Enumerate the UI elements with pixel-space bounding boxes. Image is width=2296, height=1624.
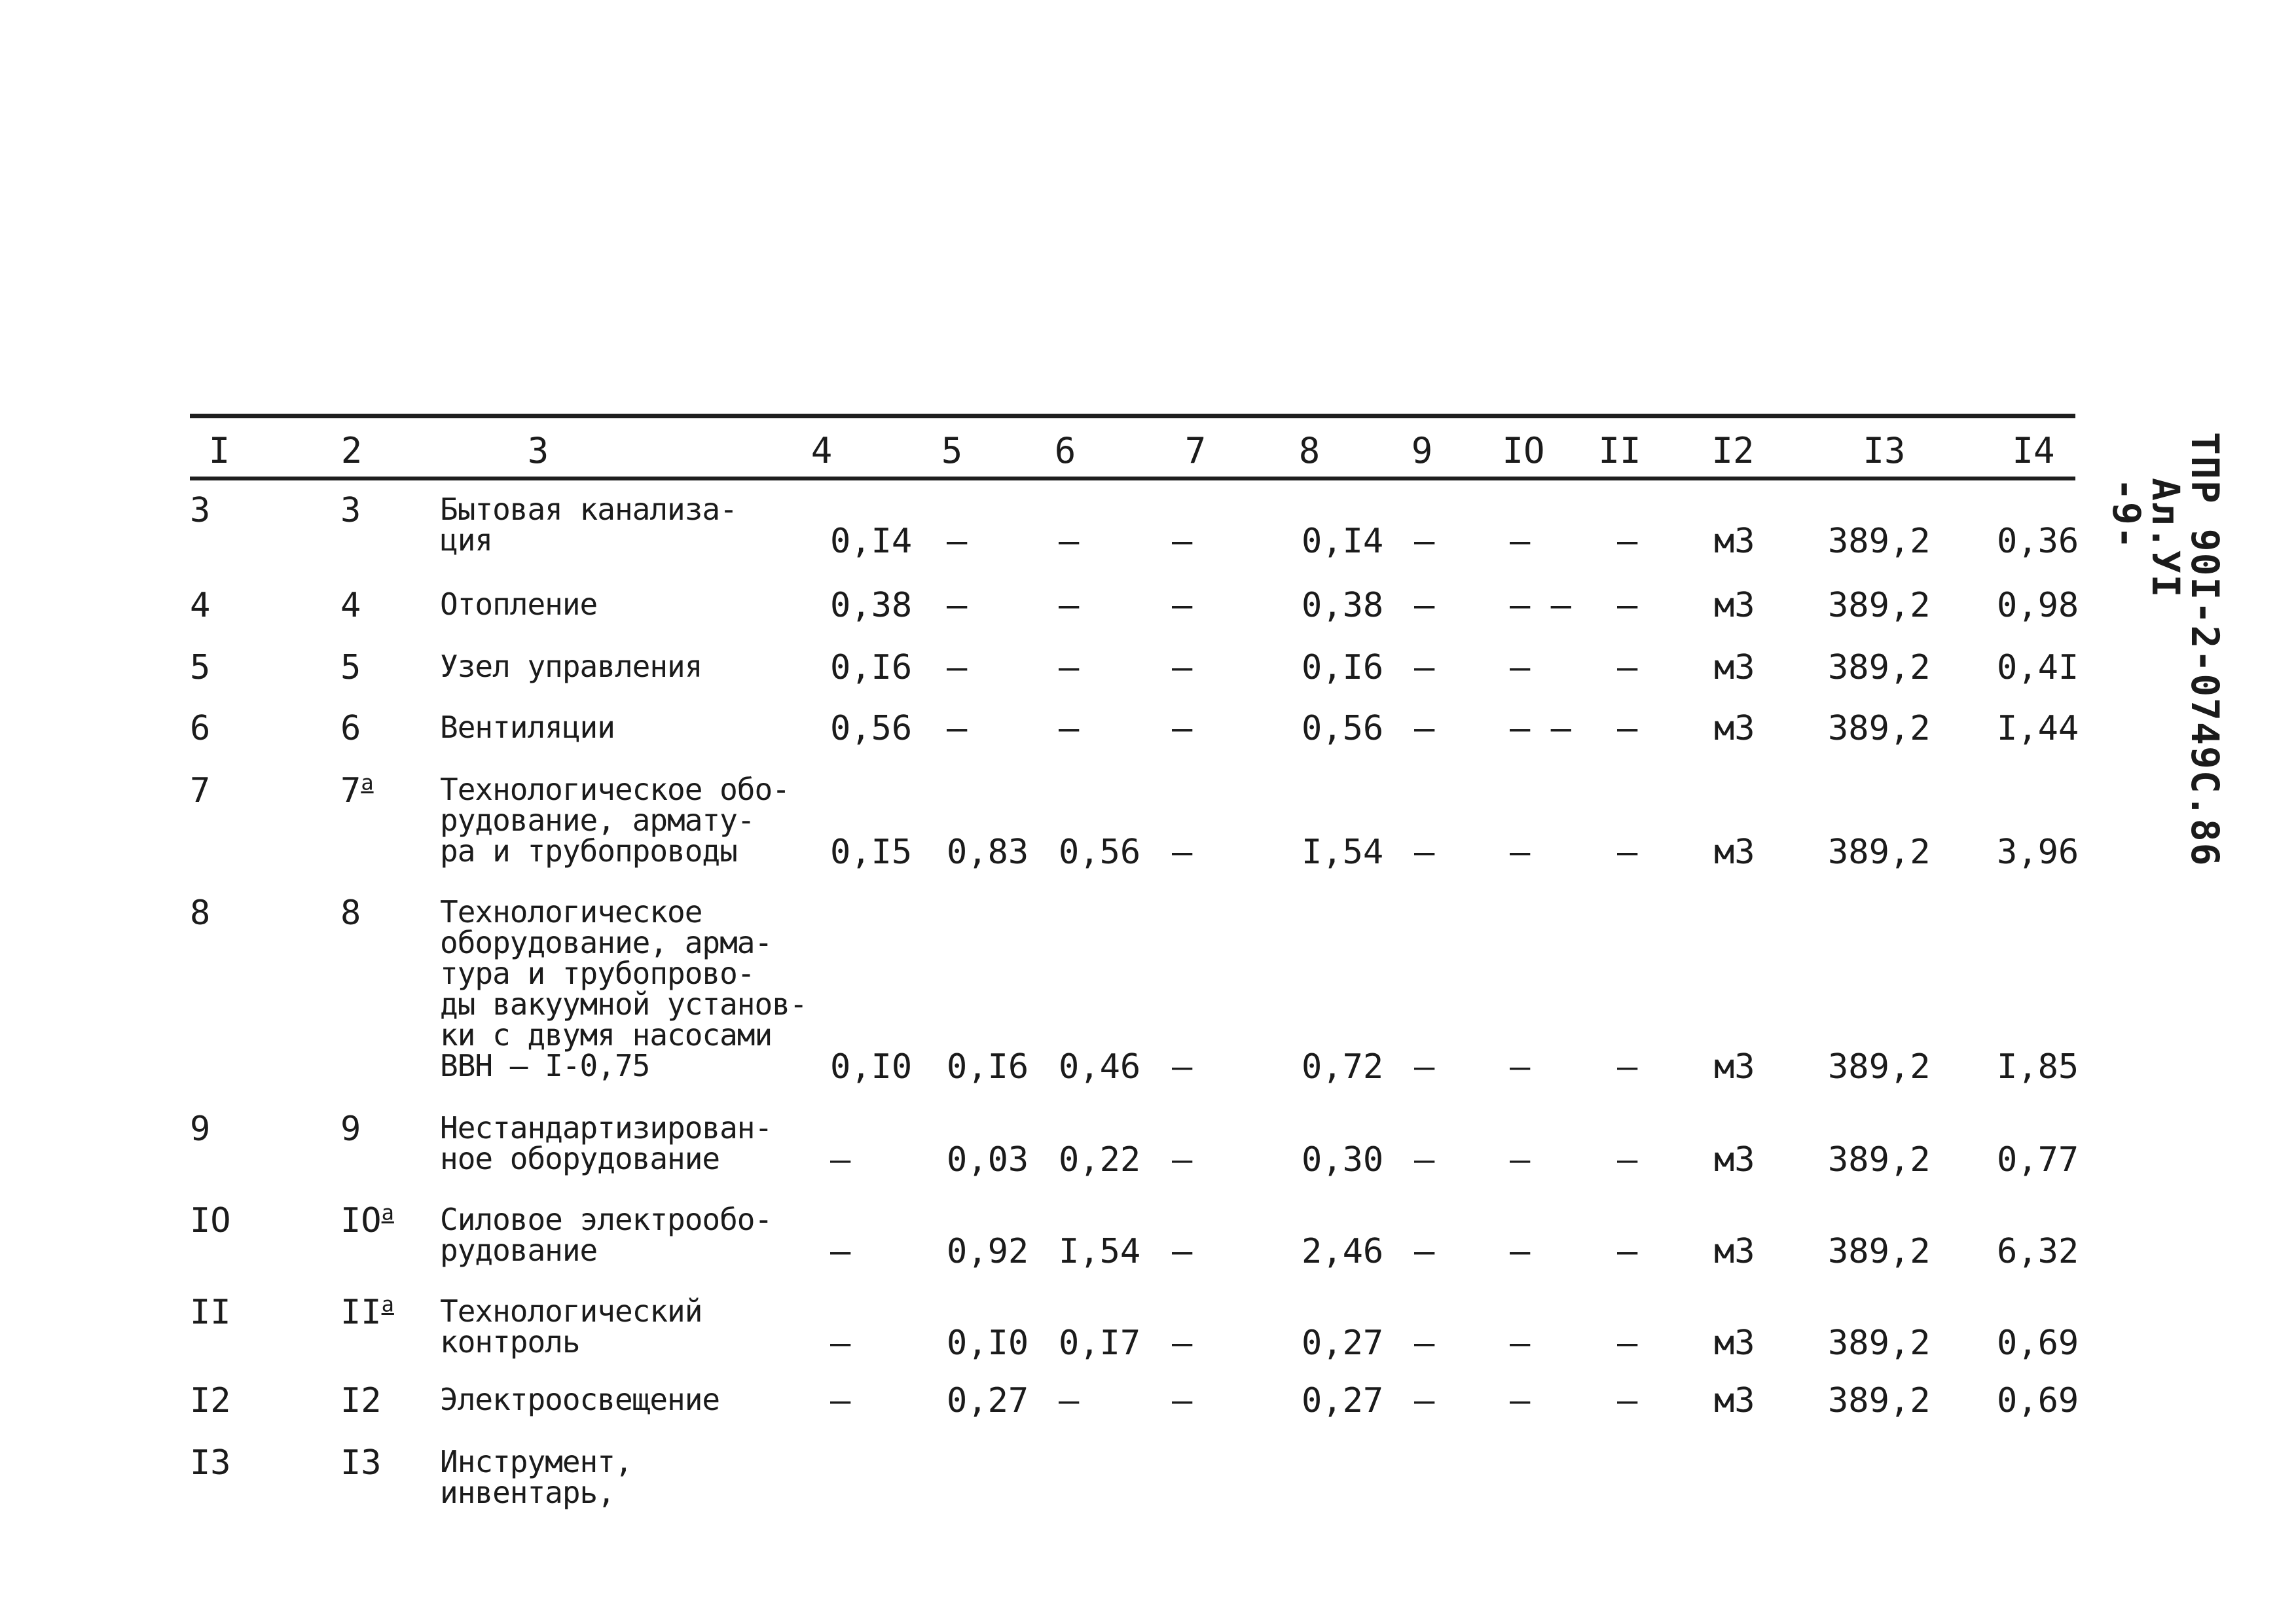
cell-c9: –: [1414, 1140, 1435, 1180]
column-header-4: 4: [811, 430, 833, 471]
cell-c12: м3: [1714, 833, 1755, 872]
cell-c13: 389,2: [1828, 709, 1931, 748]
cell-c2-text: 8: [340, 893, 361, 933]
cell-c6: –: [1059, 586, 1080, 625]
cell-description: Бытовая канализа- ция: [440, 492, 737, 558]
cell-description: Силовое электрообо- рудование: [440, 1202, 773, 1268]
cell-c2: [340, 586, 361, 625]
side-album: Ал.УI: [2143, 478, 2188, 599]
cell-c8: 0,72: [1302, 1047, 1384, 1087]
cell-c14: 3,96: [1997, 833, 2079, 872]
cell-c1: 7: [190, 771, 211, 810]
cell-c8: 0,38: [1302, 586, 1384, 625]
column-header-5: 5: [941, 430, 963, 471]
cell-c4: 0,I0: [830, 1047, 913, 1087]
cell-c2-text: 6: [340, 709, 361, 748]
cell-c14: 0,77: [1997, 1140, 2079, 1180]
cell-c8: 0,56: [1302, 709, 1384, 748]
cell-c5: 0,27: [947, 1381, 1029, 1420]
cell-c4: 0,I4: [830, 522, 913, 561]
cell-c11: –: [1617, 1047, 1638, 1087]
cell-c8: 2,46: [1302, 1232, 1384, 1271]
cell-c11: –: [1617, 648, 1638, 687]
cell-c11: –: [1617, 709, 1638, 748]
cell-c12: м3: [1714, 1381, 1755, 1420]
cell-c9: –: [1414, 1047, 1435, 1087]
cell-c1: I2: [190, 1381, 231, 1420]
cell-c14: 6,32: [1997, 1232, 2079, 1271]
side-stamp: [2104, 432, 2227, 867]
cell-c7: –: [1172, 1047, 1193, 1087]
cell-c5: 0,83: [947, 833, 1029, 872]
cell-c12: м3: [1714, 586, 1755, 625]
column-header-14: I4: [2012, 430, 2055, 471]
cell-c14: 0,69: [1997, 1381, 2079, 1420]
cell-c11: –: [1617, 833, 1638, 872]
cell-c13: 389,2: [1828, 1140, 1931, 1180]
cell-c4: –: [830, 1140, 851, 1180]
cell-c9: –: [1414, 522, 1435, 561]
cell-c6: 0,46: [1059, 1047, 1141, 1087]
cell-c11: –: [1617, 1140, 1638, 1180]
cell-description: Электроосвещение: [440, 1382, 720, 1417]
header-bottom-rule: [190, 477, 2075, 480]
cell-c9: –: [1414, 709, 1435, 748]
cell-c7: –: [1172, 1324, 1193, 1363]
cell-c7: –: [1172, 586, 1193, 625]
cell-c2: [340, 491, 361, 530]
cell-c9: –: [1414, 1232, 1435, 1271]
cell-c9: –: [1414, 1381, 1435, 1420]
cell-c2: [340, 893, 361, 933]
cell-c13: 389,2: [1828, 1381, 1931, 1420]
cell-c5: –: [947, 709, 968, 748]
cell-c7: –: [1172, 648, 1193, 687]
cell-c2: [340, 1291, 394, 1332]
cell-c4: 0,I6: [830, 648, 913, 687]
cell-c7: –: [1172, 522, 1193, 561]
cell-c2: [340, 709, 361, 748]
cell-c10: –: [1510, 522, 1531, 561]
cell-c8: 0,30: [1302, 1140, 1384, 1180]
cell-c13: 389,2: [1828, 1232, 1931, 1271]
cell-c13: 389,2: [1828, 522, 1931, 561]
cell-c8: 0,I4: [1302, 522, 1384, 561]
cell-c10: –: [1510, 1381, 1531, 1420]
cell-c12: м3: [1714, 522, 1755, 561]
cell-c14: 0,36: [1997, 522, 2079, 561]
cell-c1: 4: [190, 586, 211, 625]
column-header-8: 8: [1298, 430, 1321, 471]
cell-c14: 0,98: [1997, 586, 2079, 625]
cell-c1: 5: [190, 648, 211, 687]
cell-c2-text: 4: [340, 586, 361, 625]
cell-c12: м3: [1714, 648, 1755, 687]
cell-c2-text: II: [340, 1293, 382, 1332]
cell-c1: 8: [190, 893, 211, 933]
cell-description: Технологическое оборудование, арма- тура и трубопрово- ды вакуумной установ- ки с двумя насосами ВВН – I-0,75: [440, 894, 807, 1083]
cell-c13: 389,2: [1828, 648, 1931, 687]
column-header-6: 6: [1054, 430, 1076, 471]
cell-c14: I,85: [1997, 1047, 2079, 1087]
cell-c8: I,54: [1302, 833, 1384, 872]
cell-c2: [340, 1200, 394, 1240]
cell-c8: 0,27: [1302, 1381, 1384, 1420]
cell-c11: –: [1617, 586, 1638, 625]
column-header-10: IO: [1502, 430, 1545, 471]
cell-description: Узел управления: [440, 649, 702, 684]
cell-c2-text: 9: [340, 1110, 361, 1149]
cell-c5: 0,I6: [947, 1047, 1029, 1087]
cell-c5: 0,I0: [947, 1324, 1029, 1363]
cell-c6: I,54: [1059, 1232, 1141, 1271]
cell-c2-superscript: а: [381, 1291, 394, 1317]
cell-c13: 389,2: [1828, 1324, 1931, 1363]
cell-c1: 3: [190, 491, 211, 530]
cell-c1: 9: [190, 1110, 211, 1149]
cell-c2: [340, 1381, 382, 1420]
cell-c8: 0,I6: [1302, 648, 1384, 687]
cell-c11: –: [1617, 1232, 1638, 1271]
column-header-3: 3: [527, 430, 549, 471]
side-page-number: -9-: [2104, 478, 2149, 550]
cell-c10: –: [1510, 1232, 1531, 1271]
cell-c7: –: [1172, 709, 1193, 748]
cell-description: Инструмент, инвентарь,: [440, 1444, 632, 1510]
cell-c9: –: [1414, 1324, 1435, 1363]
cell-description: Отопление: [440, 586, 598, 622]
cell-c1: I3: [190, 1443, 231, 1483]
cell-c2-superscript: а: [361, 770, 374, 795]
cell-c2-text: I3: [340, 1443, 382, 1483]
cell-c12: м3: [1714, 1232, 1755, 1271]
cell-c7: –: [1172, 833, 1193, 872]
side-doc-code: ТПР 90I-2-0749С.86: [2183, 432, 2227, 867]
cell-c2-text: 7: [340, 771, 361, 810]
cell-c9: –: [1414, 833, 1435, 872]
cell-c6: –: [1059, 648, 1080, 687]
cell-c10: –: [1510, 833, 1531, 872]
cell-c11: –: [1617, 1324, 1638, 1363]
cell-c5: –: [947, 522, 968, 561]
cell-c7: –: [1172, 1140, 1193, 1180]
cell-c10: –: [1510, 1324, 1531, 1363]
column-header-1: I: [208, 430, 230, 471]
column-header-7: 7: [1184, 430, 1207, 471]
cell-c6: –: [1059, 709, 1080, 748]
column-header-13: I3: [1863, 430, 1906, 471]
cell-c5: 0,92: [947, 1232, 1029, 1271]
cell-c2-text: 3: [340, 491, 361, 530]
cell-c6: 0,I7: [1059, 1324, 1141, 1363]
cell-description: Технологический контроль: [440, 1293, 702, 1360]
cell-c9: –: [1414, 586, 1435, 625]
cell-c14: 0,4I: [1997, 648, 2079, 687]
cell-c13: 389,2: [1828, 1047, 1931, 1087]
cell-c1: II: [190, 1293, 231, 1332]
column-header-12: I2: [1711, 430, 1755, 471]
cell-c5: 0,03: [947, 1140, 1029, 1180]
cell-c1: IO: [190, 1201, 231, 1240]
cell-c2: [340, 1110, 361, 1149]
cell-c11: –: [1617, 522, 1638, 561]
cell-c11: –: [1617, 1381, 1638, 1420]
cell-c1: 6: [190, 709, 211, 748]
cell-c4: 0,I5: [830, 833, 913, 872]
cell-description: Технологическое обо- рудование, армату- ра и трубопроводы: [440, 772, 790, 869]
cell-c13: 389,2: [1828, 833, 1931, 872]
cell-c4: –: [830, 1232, 851, 1271]
cell-c10: –: [1510, 648, 1531, 687]
cell-c2-text: 5: [340, 648, 361, 687]
cell-c7: –: [1172, 1381, 1193, 1420]
table-top-rule: [190, 414, 2075, 418]
cell-c6: –: [1059, 1381, 1080, 1420]
cell-c6: –: [1059, 522, 1080, 561]
cell-c4: 0,38: [830, 586, 913, 625]
cell-c2-text: I2: [340, 1381, 382, 1420]
cell-c2: [340, 648, 361, 687]
cell-c4: –: [830, 1324, 851, 1363]
cell-c6: 0,22: [1059, 1140, 1141, 1180]
cell-c5: –: [947, 586, 968, 625]
column-header-2: 2: [340, 430, 363, 471]
cell-c12: м3: [1714, 1140, 1755, 1180]
cell-c4: 0,56: [830, 709, 913, 748]
cell-c7: –: [1172, 1232, 1193, 1271]
cell-c9: –: [1414, 648, 1435, 687]
cell-c2-superscript: а: [381, 1200, 394, 1225]
cell-c6: 0,56: [1059, 833, 1141, 872]
cell-c13: 389,2: [1828, 586, 1931, 625]
cell-c5: –: [947, 648, 968, 687]
cell-c2-text: IO: [340, 1201, 382, 1240]
cell-c10: – –: [1510, 709, 1571, 748]
cell-c2: [340, 770, 374, 810]
column-header-9: 9: [1411, 430, 1433, 471]
cell-c14: I,44: [1997, 709, 2079, 748]
cell-c2: [340, 1443, 382, 1483]
cell-c12: м3: [1714, 709, 1755, 748]
column-header-11: II: [1598, 430, 1641, 471]
cell-c14: 0,69: [1997, 1324, 2079, 1363]
cell-c8: 0,27: [1302, 1324, 1384, 1363]
cell-c10: –: [1510, 1140, 1531, 1180]
cell-c12: м3: [1714, 1324, 1755, 1363]
cell-c10: –: [1510, 1047, 1531, 1087]
cell-c10: – –: [1510, 586, 1571, 625]
cell-c4: –: [830, 1381, 851, 1420]
cell-description: Нестандартизирован- ное оборудование: [440, 1110, 773, 1176]
cell-c12: м3: [1714, 1047, 1755, 1087]
cell-description: Вентиляции: [440, 710, 615, 745]
